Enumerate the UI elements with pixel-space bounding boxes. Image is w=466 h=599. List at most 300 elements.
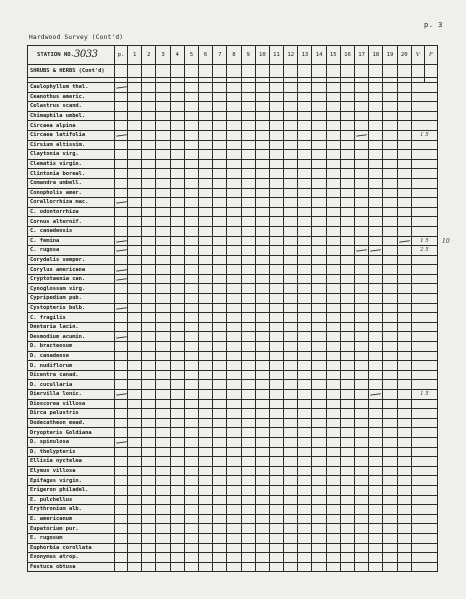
grid-cell [156, 226, 170, 236]
grid-cell [298, 121, 312, 131]
grid-cell [383, 562, 397, 572]
p-cell [115, 102, 128, 112]
grid-cell [369, 274, 383, 284]
cover-note [411, 466, 437, 476]
cover-note: 1 5 [411, 236, 437, 246]
grid-cell [312, 198, 326, 208]
cover-note [411, 457, 437, 467]
grid-cell [241, 370, 255, 380]
species-row [28, 169, 438, 179]
grid-cell [184, 265, 198, 275]
grid-cell [340, 342, 354, 352]
grid-cell [170, 437, 184, 447]
grid-cell [170, 313, 184, 323]
grid-cell [156, 524, 170, 534]
grid-cell [198, 351, 212, 361]
grid-cell [326, 188, 340, 198]
species-row [28, 495, 438, 505]
grid-cell [326, 361, 340, 371]
grid-cell [184, 495, 198, 505]
grid-cell [213, 265, 227, 275]
cover-note [411, 562, 437, 572]
grid-cell [213, 505, 227, 515]
grid-cell [312, 111, 326, 121]
grid-cell [241, 476, 255, 486]
grid-cell [142, 342, 156, 352]
species-name: Dioscorea villosa [28, 399, 115, 409]
grid-cell [227, 351, 241, 361]
grid-cell [369, 130, 383, 140]
grid-cell [369, 428, 383, 438]
grid-cell [227, 562, 241, 572]
grid-cell [156, 236, 170, 246]
grid-cell [340, 524, 354, 534]
grid-cell [298, 505, 312, 515]
grid-cell [284, 361, 298, 371]
grid-cell [142, 284, 156, 294]
p-cell [115, 342, 128, 352]
grid-cell [383, 466, 397, 476]
grid-cell [269, 294, 283, 304]
grid-cell [142, 505, 156, 515]
grid-cell [156, 102, 170, 112]
grid-cell [298, 102, 312, 112]
grid-cell [284, 83, 298, 93]
grid-cell [198, 303, 212, 313]
cover-note [411, 92, 437, 102]
grid-cell [355, 380, 369, 390]
grid-cell [213, 246, 227, 256]
grid-cell [284, 437, 298, 447]
grid-cell [284, 169, 298, 179]
grid-cell [326, 380, 340, 390]
grid-cell [142, 246, 156, 256]
grid-cell [213, 543, 227, 553]
grid-cell [326, 524, 340, 534]
grid-cell [298, 409, 312, 419]
column-header-8: 8 [227, 46, 241, 65]
grid-cell [269, 351, 283, 361]
grid-cell [255, 418, 269, 428]
grid-cell [184, 150, 198, 160]
grid-cell [156, 466, 170, 476]
grid-cell [383, 380, 397, 390]
grid-cell [241, 313, 255, 323]
grid-cell [227, 303, 241, 313]
species-name: Corydalis semper. [28, 255, 115, 265]
grid-cell [340, 457, 354, 467]
grid-cell [184, 428, 198, 438]
grid-cell [184, 399, 198, 409]
grid-cell [284, 303, 298, 313]
grid-cell [312, 342, 326, 352]
p-cell [115, 524, 128, 534]
grid-cell [383, 457, 397, 467]
cover-note [411, 322, 437, 332]
grid-cell [156, 437, 170, 447]
species-row [28, 505, 438, 515]
grid-cell [128, 437, 142, 447]
grid-cell [213, 476, 227, 486]
grid-cell [170, 370, 184, 380]
grid-cell [383, 543, 397, 553]
grid-cell [142, 476, 156, 486]
grid-cell [383, 92, 397, 102]
grid-cell [170, 351, 184, 361]
grid-cell [369, 294, 383, 304]
cover-note [411, 226, 437, 236]
grid-cell [383, 159, 397, 169]
grid-cell [213, 140, 227, 150]
grid-cell [184, 255, 198, 265]
grid-cell [156, 428, 170, 438]
grid-cell [184, 562, 198, 572]
grid-cell [355, 294, 369, 304]
grid-cell [284, 342, 298, 352]
grid-cell [198, 514, 212, 524]
grid-cell [255, 111, 269, 121]
grid-cell [383, 217, 397, 227]
species-row [28, 150, 438, 160]
grid-cell [355, 169, 369, 179]
grid-cell [298, 236, 312, 246]
grid-cell [355, 150, 369, 160]
grid-cell [269, 159, 283, 169]
p-cell [115, 390, 128, 400]
species-row [28, 178, 438, 188]
grid-cell [227, 150, 241, 160]
grid-cell [184, 303, 198, 313]
grid-cell [326, 505, 340, 515]
grid-cell [213, 351, 227, 361]
p-cell [115, 198, 128, 208]
grid-cell [255, 150, 269, 160]
grid-cell [298, 284, 312, 294]
check-mark-icon [116, 391, 127, 396]
grid-cell [383, 495, 397, 505]
grid-cell [284, 380, 298, 390]
grid-cell [184, 447, 198, 457]
grid-cell [284, 121, 298, 131]
grid-cell [128, 236, 142, 246]
grid-cell [312, 102, 326, 112]
grid-cell [397, 457, 411, 467]
grid-cell [326, 274, 340, 284]
grid-cell [312, 370, 326, 380]
grid-cell [312, 351, 326, 361]
grid-cell [369, 303, 383, 313]
grid-cell [213, 562, 227, 572]
grid-cell [184, 409, 198, 419]
grid-cell [128, 524, 142, 534]
species-name: Celastrus scand. [28, 102, 115, 112]
grid-cell [255, 361, 269, 371]
species-row [28, 562, 438, 572]
grid-cell [340, 121, 354, 131]
grid-cell [198, 399, 212, 409]
grid-cell [170, 533, 184, 543]
grid-cell [269, 514, 283, 524]
section-row [28, 65, 438, 78]
column-header-10: 10 [255, 46, 269, 65]
grid-cell [312, 150, 326, 160]
grid-cell [312, 188, 326, 198]
grid-cell [298, 198, 312, 208]
grid-cell [326, 476, 340, 486]
grid-cell [284, 198, 298, 208]
grid-cell [355, 83, 369, 93]
grid-cell [227, 409, 241, 419]
grid-cell [170, 332, 184, 342]
grid-cell [156, 514, 170, 524]
p-cell [115, 159, 128, 169]
grid-cell [241, 428, 255, 438]
grid-cell [355, 246, 369, 256]
cover-note [411, 351, 437, 361]
grid-cell [312, 121, 326, 131]
grid-cell [156, 313, 170, 323]
check-mark-icon [116, 439, 127, 444]
grid-cell [156, 188, 170, 198]
grid-cell [142, 524, 156, 534]
grid-cell [355, 370, 369, 380]
species-name: C. odontorrhiza [28, 207, 115, 217]
grid-cell [355, 140, 369, 150]
grid-cell [241, 255, 255, 265]
grid-cell [241, 533, 255, 543]
grid-cell [312, 246, 326, 256]
cover-note [411, 188, 437, 198]
station-number: 3033 [74, 49, 98, 60]
grid-cell [142, 361, 156, 371]
grid-cell [397, 83, 411, 93]
grid-cell [326, 150, 340, 160]
p-cell [115, 313, 128, 323]
grid-cell [369, 351, 383, 361]
p-cell [115, 428, 128, 438]
grid-cell [326, 207, 340, 217]
grid-cell [340, 217, 354, 227]
grid-cell [269, 390, 283, 400]
species-row [28, 92, 438, 102]
column-header-6: 6 [198, 46, 212, 65]
species-row [28, 198, 438, 208]
grid-cell [213, 390, 227, 400]
grid-cell [411, 65, 424, 78]
cover-note [411, 102, 437, 112]
grid-cell [255, 514, 269, 524]
grid-cell [383, 409, 397, 419]
grid-cell [170, 274, 184, 284]
grid-cell [213, 121, 227, 131]
grid-cell [284, 236, 298, 246]
grid-cell [227, 178, 241, 188]
p-cell [115, 399, 128, 409]
grid-cell [213, 65, 227, 78]
grid-cell [284, 92, 298, 102]
p-cell [115, 485, 128, 495]
grid-cell [326, 447, 340, 457]
cover-note [411, 111, 437, 121]
cover-note: 2 5 [411, 246, 437, 256]
species-row [28, 274, 438, 284]
grid-cell [213, 92, 227, 102]
grid-cell [284, 274, 298, 284]
grid-cell [227, 332, 241, 342]
column-header-4: 4 [170, 46, 184, 65]
grid-cell [128, 92, 142, 102]
species-name: Circaea latifolia [28, 130, 115, 140]
grid-cell [142, 150, 156, 160]
grid-cell [355, 428, 369, 438]
grid-cell [184, 514, 198, 524]
grid-cell [383, 198, 397, 208]
grid-cell [128, 198, 142, 208]
grid-cell [397, 111, 411, 121]
grid-cell [326, 121, 340, 131]
check-mark-icon [116, 266, 127, 271]
grid-cell [213, 409, 227, 419]
grid-cell [227, 284, 241, 294]
grid-cell [383, 246, 397, 256]
column-header-16: 16 [340, 46, 354, 65]
grid-cell [355, 207, 369, 217]
grid-cell [241, 418, 255, 428]
grid-cell [156, 111, 170, 121]
grid-cell [184, 332, 198, 342]
cover-note [411, 332, 437, 342]
grid-cell [369, 207, 383, 217]
grid-cell [369, 150, 383, 160]
species-row [28, 543, 438, 553]
grid-cell [184, 284, 198, 294]
grid-cell [369, 265, 383, 275]
grid-cell [383, 236, 397, 246]
grid-cell [227, 370, 241, 380]
grid-cell [397, 246, 411, 256]
grid-cell [312, 514, 326, 524]
grid-cell [298, 111, 312, 121]
grid-cell [156, 169, 170, 179]
grid-cell [170, 428, 184, 438]
grid-cell [156, 332, 170, 342]
grid-cell [170, 150, 184, 160]
grid-cell [170, 169, 184, 179]
grid-cell [284, 351, 298, 361]
grid-cell [170, 188, 184, 198]
grid-cell [213, 370, 227, 380]
grid-cell [170, 130, 184, 140]
grid-cell [369, 390, 383, 400]
grid-cell [298, 65, 312, 78]
species-name: Desmodium acumin. [28, 332, 115, 342]
grid-cell [298, 466, 312, 476]
cover-note [411, 83, 437, 93]
grid-cell [383, 524, 397, 534]
grid-cell [128, 466, 142, 476]
species-row [28, 361, 438, 371]
grid-cell [355, 65, 369, 78]
grid-cell [255, 313, 269, 323]
grid-cell [142, 83, 156, 93]
grid-cell [298, 255, 312, 265]
grid-cell [269, 370, 283, 380]
grid-cell [142, 188, 156, 198]
grid-cell [213, 457, 227, 467]
grid-cell [369, 505, 383, 515]
grid-cell [355, 485, 369, 495]
grid-cell [355, 265, 369, 275]
grid-cell [312, 447, 326, 457]
species-row [28, 553, 438, 563]
grid-cell [213, 284, 227, 294]
check-mark-icon [116, 237, 127, 242]
grid-cell [227, 83, 241, 93]
grid-cell [369, 284, 383, 294]
grid-cell [284, 447, 298, 457]
grid-cell [383, 294, 397, 304]
grid-cell [312, 390, 326, 400]
grid-cell [326, 169, 340, 179]
cover-note [411, 380, 437, 390]
cover-note [411, 409, 437, 419]
grid-cell [198, 428, 212, 438]
grid-cell [128, 485, 142, 495]
grid-cell [170, 543, 184, 553]
grid-cell [156, 409, 170, 419]
grid-cell [142, 380, 156, 390]
p-cell [115, 332, 128, 342]
grid-cell [128, 65, 142, 78]
grid-cell [326, 485, 340, 495]
grid-cell [142, 322, 156, 332]
grid-cell [255, 437, 269, 447]
p-cell [115, 255, 128, 265]
grid-cell [397, 217, 411, 227]
grid-cell [269, 533, 283, 543]
species-row [28, 437, 438, 447]
grid-cell [156, 543, 170, 553]
grid-cell [326, 466, 340, 476]
grid-cell [128, 169, 142, 179]
grid-cell [241, 284, 255, 294]
species-row [28, 102, 438, 112]
grid-cell [142, 178, 156, 188]
grid-cell [213, 361, 227, 371]
species-name: Circaea alpina [28, 121, 115, 131]
grid-cell [128, 102, 142, 112]
grid-cell [255, 342, 269, 352]
grid-cell [284, 284, 298, 294]
grid-cell [340, 485, 354, 495]
grid-cell [298, 361, 312, 371]
grid-cell [397, 198, 411, 208]
grid-cell [255, 409, 269, 419]
grid-cell [170, 361, 184, 371]
grid-cell [298, 274, 312, 284]
grid-cell [340, 294, 354, 304]
grid-cell [128, 159, 142, 169]
grid-cell [255, 533, 269, 543]
grid-cell [255, 351, 269, 361]
grid-cell [213, 553, 227, 563]
species-row [28, 188, 438, 198]
grid-cell [284, 332, 298, 342]
grid-cell [128, 217, 142, 227]
grid-cell [198, 457, 212, 467]
grid-cell [128, 543, 142, 553]
p-cell [115, 303, 128, 313]
